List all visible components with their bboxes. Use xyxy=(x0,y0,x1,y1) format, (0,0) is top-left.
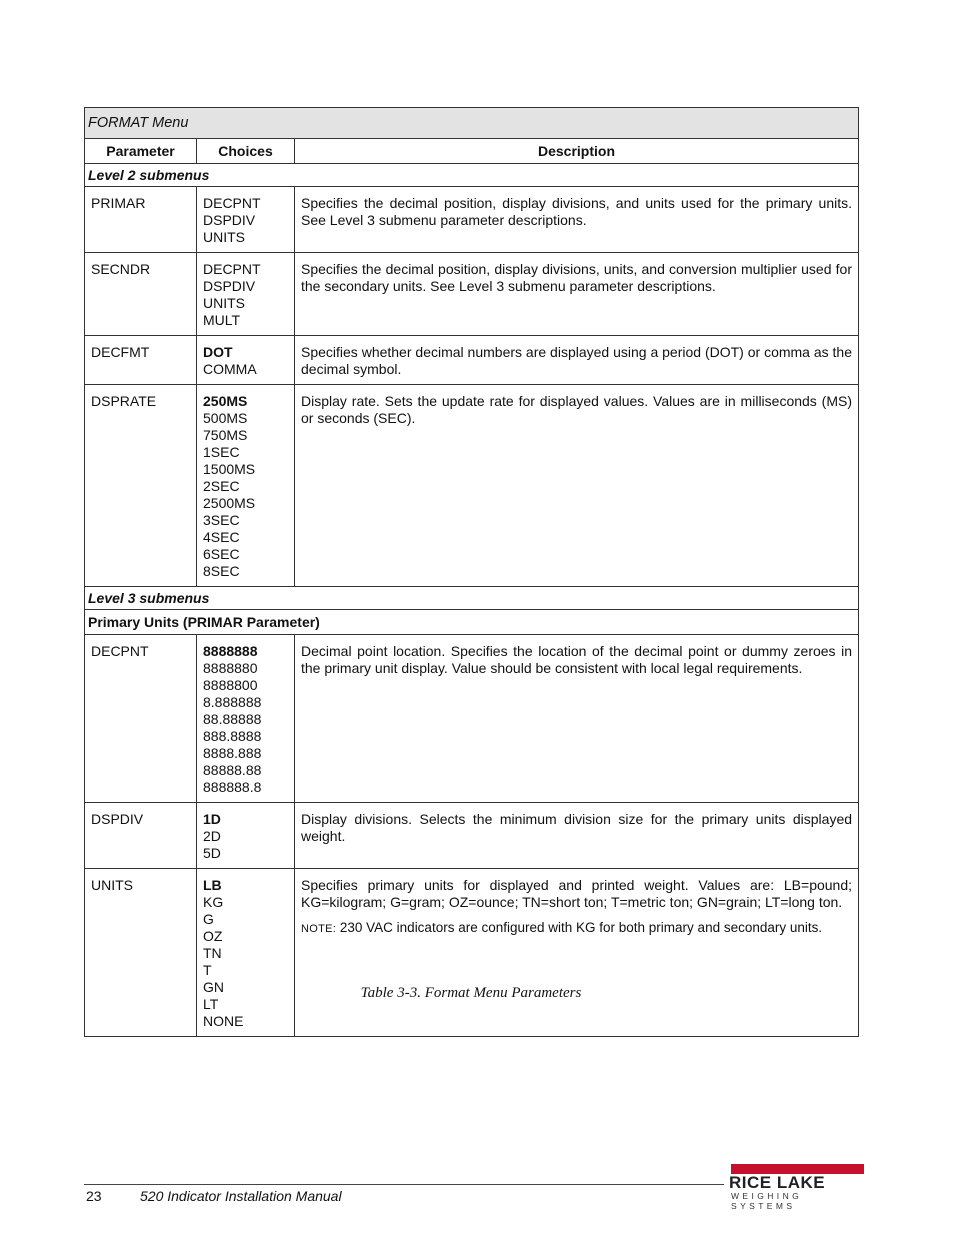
choice-item: MULT xyxy=(203,312,241,328)
logo-subtext: WEIGHING SYSTEMS xyxy=(731,1191,803,1211)
choice-item: DECPNT xyxy=(203,261,261,277)
table-title-row xyxy=(85,108,859,139)
choice-item: 8888.888 xyxy=(203,745,262,761)
choice-item: 500MS xyxy=(203,410,248,426)
choice-item: 8888800 xyxy=(203,677,258,693)
choice-item: LT xyxy=(203,996,219,1012)
choices-cell xyxy=(197,187,295,253)
default-choice: DOT xyxy=(203,344,233,360)
parameter-cell: DECFMT xyxy=(85,336,197,385)
description-cell xyxy=(295,385,859,587)
choice-item: DECPNT xyxy=(203,195,261,211)
table-row xyxy=(85,336,859,385)
choice-item: 750MS xyxy=(203,427,248,443)
table-row xyxy=(85,187,859,253)
primary-units-row xyxy=(85,610,859,635)
choices-cell xyxy=(197,253,295,336)
choice-item: 88.88888 xyxy=(203,711,262,727)
table-title: FORMAT Menu xyxy=(85,108,859,139)
choice-item: 8.888888 xyxy=(203,694,262,710)
choice-item: COMMA xyxy=(203,361,257,377)
default-choice: 8888888 xyxy=(203,643,258,659)
description-text: Specifies the decimal position, display divisions, units, and conversion multiplier used for the secondary units. See Level 3 submenu parameter descriptions. xyxy=(301,261,853,294)
description-text: Specifies primary units for displayed and printed weight. Values are: LB=pound; KG=kilogram; G=gram; OZ=ounce; TN=short ton; T=metric ton; GN=grain; LT=long ton. xyxy=(301,877,853,910)
table-row xyxy=(85,803,859,869)
header-description: Description xyxy=(295,139,859,164)
header-choices: Choices xyxy=(197,139,295,164)
table-row xyxy=(85,635,859,803)
note-label: NOTE: xyxy=(301,923,337,935)
choice-item: 8888880 xyxy=(203,660,258,676)
description-text: Display divisions. Selects the minimum division size for the primary units displayed weight. xyxy=(301,811,853,844)
choice-item: OZ xyxy=(203,928,223,944)
choices-cell xyxy=(197,336,295,385)
manual-title: 520 Indicator Installation Manual xyxy=(140,1188,342,1204)
choice-item: 2500MS xyxy=(203,495,256,511)
description-text: Specifies the decimal position, display divisions, and units used for the primary units. See Level 3 submenu parameter descriptions. xyxy=(301,195,853,228)
description-cell xyxy=(295,187,859,253)
description-cell xyxy=(295,336,859,385)
description-text: Decimal point location. Specifies the location of the decimal point or dummy zeroes in the primary unit display. Value should be consistent with local legal requirements. xyxy=(301,643,853,676)
parameter-cell: DSPRATE xyxy=(85,385,197,587)
choice-item: 3SEC xyxy=(203,512,240,528)
primary-units-label: Primary Units (PRIMAR Parameter) xyxy=(85,610,859,635)
choice-item: 6SEC xyxy=(203,546,240,562)
logo-text: RICE LAKE xyxy=(729,1173,826,1192)
level3-section-label: Level 3 submenus xyxy=(85,587,859,610)
table-row xyxy=(85,385,859,587)
description-cell xyxy=(295,803,859,869)
note xyxy=(301,919,852,938)
format-menu-table-container xyxy=(84,107,858,1037)
table-row xyxy=(85,253,859,336)
choice-item: KG xyxy=(203,894,224,910)
default-choice: LB xyxy=(203,877,222,893)
note-text: 230 VAC indicators are configured with KG for both primary and secondary units. xyxy=(339,920,823,935)
choice-item: 2D xyxy=(203,828,221,844)
choice-item: 2SEC xyxy=(203,478,240,494)
choice-item: 4SEC xyxy=(203,529,240,545)
rice-lake-logo xyxy=(727,1164,869,1211)
table-caption: Table 3-3. Format Menu Parameters xyxy=(360,985,582,1001)
table-row xyxy=(85,869,859,1037)
choice-item: TN xyxy=(203,945,222,961)
choice-item: 5D xyxy=(203,845,221,861)
choice-item: 888888.8 xyxy=(203,779,262,795)
parameter-cell: DSPDIV xyxy=(85,803,197,869)
choices-cell xyxy=(197,385,295,587)
description-cell xyxy=(295,253,859,336)
parameter-cell: UNITS xyxy=(85,869,197,1037)
description-cell xyxy=(295,635,859,803)
choices-cell xyxy=(197,869,295,1037)
choice-item: UNITS xyxy=(203,229,245,245)
header-parameter: Parameter xyxy=(85,139,197,164)
choice-item: 888.8888 xyxy=(203,728,262,744)
choice-item: DSPDIV xyxy=(203,212,256,228)
choice-item: UNITS xyxy=(203,295,245,311)
table-body xyxy=(85,108,859,1037)
choice-item: 8SEC xyxy=(203,563,240,579)
table-header-row xyxy=(85,139,859,164)
default-choice: 1D xyxy=(203,811,221,827)
level3-section-row xyxy=(85,587,859,610)
level2-section-row xyxy=(85,164,859,187)
choice-item: NONE xyxy=(203,1013,244,1029)
choice-item: G xyxy=(203,911,214,927)
choice-item: 1SEC xyxy=(203,444,240,460)
parameter-cell: SECNDR xyxy=(85,253,197,336)
parameter-cell: DECPNT xyxy=(85,635,197,803)
default-choice: 250MS xyxy=(203,393,248,409)
choice-item: 1500MS xyxy=(203,461,256,477)
description-text: Display rate. Sets the update rate for displayed values. Values are in milliseconds (MS) or seconds (SEC). xyxy=(301,393,853,426)
choices-cell xyxy=(197,803,295,869)
parameter-cell: PRIMAR xyxy=(85,187,197,253)
choice-item: T xyxy=(203,962,212,978)
choice-item: DSPDIV xyxy=(203,278,256,294)
level2-section-label: Level 2 submenus xyxy=(85,164,859,187)
page-number: 23 xyxy=(86,1188,102,1204)
description-text: Specifies whether decimal numbers are displayed using a period (DOT) or comma as the decimal symbol. xyxy=(301,344,853,377)
choice-item: GN xyxy=(203,979,224,995)
description-cell xyxy=(295,869,859,1037)
footer-divider xyxy=(84,1184,724,1185)
format-menu-table xyxy=(84,107,859,1037)
choice-item: 88888.88 xyxy=(203,762,262,778)
choices-cell xyxy=(197,635,295,803)
